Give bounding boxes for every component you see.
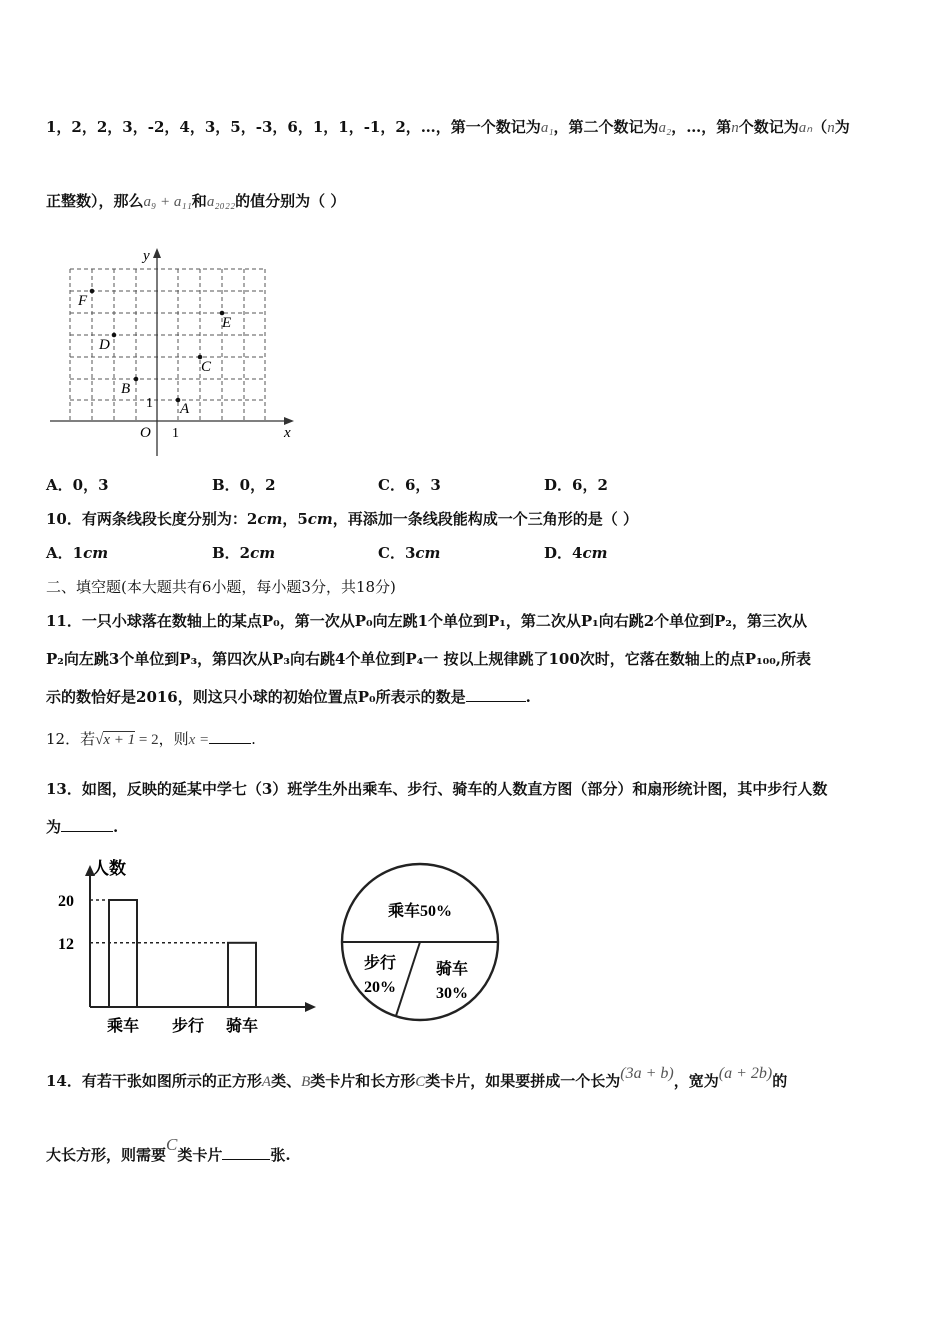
bar-y-tick-20: 20 xyxy=(58,893,74,910)
pie-label-步行: 步行 xyxy=(363,955,397,972)
x-axis-label: x xyxy=(284,425,291,441)
math-expr: a₉ + a₁₁ xyxy=(143,194,192,210)
q9-line2: 正整数），那么a₉ + a₁₁和a₂₀₂₂的值分别为（ ） xyxy=(46,192,346,210)
bar-乘车 xyxy=(109,900,137,1007)
math-a2022: a₂₀₂₂ xyxy=(206,194,236,210)
q12-text: 12．若√x + 1 = 2，则x = . xyxy=(46,730,256,748)
x-axis-arrow xyxy=(284,417,294,425)
q11-line2: P₂向左跳3个单位到P₃，第四次从P₃向右跳4个单位到P₄一 按以上规律跳了100次时，它落在数轴上的点P₁₀₀,所表 xyxy=(46,650,812,668)
point-D-label: D xyxy=(99,337,110,353)
y-axis-label: y xyxy=(143,248,150,264)
point-A xyxy=(176,398,190,417)
q14-line2: 大长方形，则需要C类卡片 张. xyxy=(46,1135,291,1164)
pie-label-骑车: 骑车 xyxy=(435,961,469,978)
pie-boundary-walk-ride xyxy=(396,942,420,1016)
q13-line2: 为 . xyxy=(46,818,119,836)
bar-y-tick-12: 12 xyxy=(58,935,74,953)
pie-label-乘车: 乘车50% xyxy=(387,903,453,920)
sqrt-expression: √x + 1 = 2 xyxy=(95,732,159,748)
point-F-label: F xyxy=(78,293,88,309)
y-one-label: 1 xyxy=(146,396,153,411)
q13-answer-blank[interactable] xyxy=(61,816,113,832)
point-C-label: C xyxy=(201,359,212,375)
q9-option-b[interactable]: B．0，2 xyxy=(212,476,276,494)
q10-option-a[interactable]: A．1cm xyxy=(46,544,109,562)
coordinate-grid-figure xyxy=(44,244,304,464)
q13-line1: 13．如图，反映的延某中学七（3）班学生外出乘车、步行、骑车的人数直方图（部分）和扇形统计图，其中步行人数 xyxy=(46,780,828,798)
q10-option-d[interactable]: D．4cm xyxy=(544,544,608,562)
q12-answer-blank[interactable] xyxy=(209,728,251,744)
pie-value-骑车: 30% xyxy=(436,985,468,1002)
point-A-label: A xyxy=(180,401,190,417)
q9-option-a[interactable]: A．0，3 xyxy=(46,476,109,494)
bar-layer xyxy=(58,893,258,1035)
pie-chart xyxy=(336,856,508,1030)
math-a2: a₂ xyxy=(658,120,672,136)
y-axis-arrow xyxy=(153,248,161,258)
bar-category-label: 乘车 xyxy=(106,1018,140,1035)
sqrt-icon: √ xyxy=(95,732,104,748)
point-B xyxy=(121,377,138,397)
q10-text: 10．有两条线段长度分别为：2cm，5cm，再添加一条线段能构成一个三角形的是（ ） xyxy=(46,510,639,528)
bar-chart xyxy=(50,852,325,1040)
point-E-label: E xyxy=(222,315,232,331)
math-n2: n xyxy=(827,120,835,136)
point-B-label: B xyxy=(121,381,131,397)
bar-chart-ylabel: 人数 xyxy=(92,859,126,878)
bar-骑车 xyxy=(228,943,256,1007)
section2-heading: 二、填空题(本大题共有6小题，每小题3分，共18分) xyxy=(46,578,396,596)
point-E xyxy=(220,311,231,331)
point-C xyxy=(198,355,212,375)
q14-line1: 14．有若干张如图所示的正方形A类、B类卡片和长方形C类卡片，如果要拼成一个长为(3a + b)，宽为(a + 2b)的 xyxy=(46,1065,788,1090)
bar-category-label: 骑车 xyxy=(225,1018,259,1035)
bar-category-label: 步行 xyxy=(171,1018,205,1035)
bar-chart-x-arrow xyxy=(305,1002,316,1012)
origin-label: O xyxy=(140,425,151,441)
x-one-label: 1 xyxy=(172,426,179,441)
q11-line1: 11．一只小球落在数轴上的某点P₀，第一次从P₀向左跳1个单位到P₁，第二次从P₁向右跳2个单位到P₂，第三次从 xyxy=(46,612,807,630)
q11-answer-blank[interactable] xyxy=(466,686,526,702)
q9-option-d[interactable]: D．6，2 xyxy=(544,476,608,494)
q14-answer-blank[interactable] xyxy=(222,1144,270,1160)
q10-option-c[interactable]: C．3cm xyxy=(378,544,441,562)
pie-value-步行: 20% xyxy=(364,979,396,996)
q9-line1: 1，2，2，3，-2，4，3，5，-3，6，1，1，-1，2，…，第一个数记为a₁，第二个数记为a₂，…，第n个数记为aₙ（n为 xyxy=(46,118,850,136)
q11-line3: 示的数恰好是2016，则这只小球的初始位置点P₀所表示的数是 . xyxy=(46,688,531,706)
q9-option-c[interactable]: C．6，3 xyxy=(378,476,441,494)
math-an: aₙ xyxy=(798,120,813,136)
math-n: n xyxy=(731,120,739,136)
math-a1: a₁ xyxy=(540,120,554,136)
q10-option-b[interactable]: B．2cm xyxy=(212,544,276,562)
